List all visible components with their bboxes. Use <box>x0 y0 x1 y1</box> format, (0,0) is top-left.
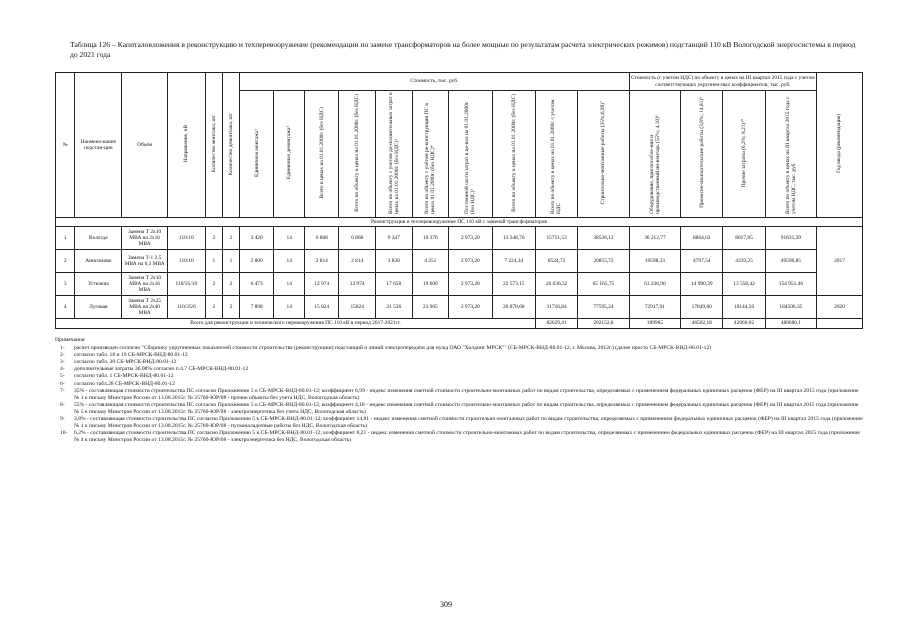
cell-year-group2: 2020 <box>817 296 863 319</box>
cell-volume: Замена Т 2х10 МВА на 2х16 МВА <box>122 273 168 296</box>
cell-voltage: 110/10 <box>168 250 206 273</box>
total-2015: 480680,1 <box>765 319 816 329</box>
cell-total-2015: 154 951,46 <box>765 273 816 296</box>
cell-qty-mount: 2 <box>205 296 222 319</box>
total-obj-vat: 82629,41 <box>535 319 577 329</box>
note-number: 5- <box>60 373 65 380</box>
total-other: 42060,02 <box>723 319 765 329</box>
note-text: 55% - составляющая стоимости строительства ПС согласно Приложению 5 к СБ-МРСК-ВНД-80.01-12, коэффициент 4,18 - индекс изменения сметной стоимости строительно-монтажных работ по видам строительства, определяемых с применением федеральных единичных расценок (ФЕР) на III квартал 2015 года (приложение № 5 к письму Минстроя России от 13.08.2015г. № 25760-ЮР/08 - электроэнергетика без учета НДС, Вологодская область) <box>74 401 859 415</box>
note-item <box>55 416 865 430</box>
note-text: дополнительные затраты 36,08% согласно п.4.7 СБ-МРСК-ВНД-80.01-12 <box>74 366 249 373</box>
section-title: Реконструкция и техперевооружение ПС 110 кВ с заменой трансформаторов <box>56 218 863 227</box>
cell-obj-vat: 31716,84 <box>535 296 577 319</box>
cell-design: 8864,63 <box>681 227 723 250</box>
cell-smr: 65 165,75 <box>578 273 629 296</box>
note-item <box>55 388 865 402</box>
header-qty-mount: Количество монтажа, шт <box>205 73 222 218</box>
cell-total-obj: 6 868 <box>339 227 376 250</box>
header-qty-dismount: Количество демонтажа, шт <box>222 73 239 218</box>
note-number: 7- <box>60 387 65 394</box>
notes-title: Примечания <box>55 337 85 343</box>
cell-total-2015: 184506,35 <box>765 296 816 319</box>
cell-total-obj: 15824 <box>339 296 376 319</box>
cell-voltage: 110/35/6 <box>168 296 206 319</box>
cell-equip: 61 236,90 <box>629 273 680 296</box>
cell-unit-mount: 2 800 <box>240 250 274 273</box>
note-number: 4- <box>60 366 65 373</box>
header-row-top <box>56 73 863 91</box>
total-design: 46502,18 <box>681 319 723 329</box>
page-number: 309 <box>440 600 452 609</box>
cell-unit-mount: 3 420 <box>240 227 274 250</box>
cell-qty-dismount: 2 <box>222 296 239 319</box>
header-unit-dismount: Единичная демонтажа² <box>274 91 305 218</box>
notes-section <box>55 337 865 444</box>
header-cost-group: Стоимость, тыс. руб. <box>240 73 630 91</box>
cell-smr: 77595,24 <box>578 296 629 319</box>
note-item <box>55 373 865 380</box>
cell-reconstr: 23 905 <box>412 296 449 319</box>
cell-unit-mount: 6 473 <box>240 273 274 296</box>
cell-total: 15 824 <box>305 296 339 319</box>
note-item <box>55 366 865 373</box>
header-other: Прочие затраты (6,2%; 8,21)¹⁰ <box>723 91 765 218</box>
cell-const-part: 2 973,20 <box>449 273 492 296</box>
cell-obj: 7 224,34 <box>492 250 535 273</box>
cell-const-part: 2 973,20 <box>449 227 492 250</box>
note-text: согласно табл. 18 и 19 СБ-МРСК-ВНД-80.01-12 <box>74 352 188 359</box>
cell-name: Устюжна <box>75 273 122 296</box>
cell-add: 9 347 <box>375 227 412 250</box>
cell-year-group1: 2017 <box>817 227 863 296</box>
cell-volume: Замена Т 2х10 МВА на 2х16 МВА <box>122 227 168 250</box>
header-name: Наимено-вание подстан-ции <box>75 73 122 218</box>
note-item <box>55 381 865 388</box>
total-label: Всего для реконструкции и технического перевооружения ПС 110 кВ в период 2017-2021гг. <box>56 319 536 329</box>
section-row <box>56 218 863 227</box>
cell-qty-dismount: 1 <box>222 250 239 273</box>
note-text: 35% - составляющая стоимости строительства ПС согласно Приложению 5 к СБ-МРСК-ВНД-80.01-12; коэффициент 6,99 - индекс изменения сметной стоимости строительно-монтажных работ по видам строительства, определяемых с применением федеральных единичных расценок (ФЕР) на III квартал 2015 года (приложение № 1 к письму Минстроя России от 13.08.2015г. № 25760-ЮР/08 - прочие объекты без учета НДС, Вологодская область) <box>74 387 859 401</box>
note-text: согласно табл.28 СБ-МРСК-ВНД-80.01-12 <box>74 380 175 387</box>
total-row <box>56 319 863 329</box>
cell-volume: Замена Т-1 2,5 МВА на 6,3 МВА <box>122 250 168 273</box>
header-const-part: Постоянной части затрат в це-нах на 01.01.2000г. (без НДС)⁵ <box>449 91 492 218</box>
cell-obj-vat: 26 636,32 <box>535 273 577 296</box>
cell-num: 4 <box>56 296 75 319</box>
total-smr: 202152,8 <box>578 319 629 329</box>
note-item <box>55 352 865 359</box>
capital-investment-table <box>55 72 863 329</box>
header-num: № <box>56 73 75 218</box>
header-smr: Строительно-монтажные работы (35%;6,99)⁷ <box>578 91 629 218</box>
cell-design: 14 990,39 <box>681 273 723 296</box>
cell-obj-vat: 8524,72 <box>535 250 577 273</box>
cell-num: 2 <box>56 250 75 273</box>
header-total-2000: Всего в ценах на 01.01.2000г. (без НДС) <box>305 91 339 218</box>
note-number: 6- <box>60 380 65 387</box>
cell-const-part: 2 973,20 <box>449 296 492 319</box>
header-equipment: Оборудование, приспособле-ния и производственный ин-вентарь (55%; 4,18)⁸ <box>629 91 680 218</box>
header-total-obj-2000b: Всего по объекту в ценах на 01.01.2000г. (без НДС) <box>492 91 535 218</box>
cell-name: Луговая <box>75 296 122 319</box>
header-volume: Объём <box>122 73 168 218</box>
cell-name: Анисимово <box>75 250 122 273</box>
note-text: расчет произведен согласно "Сборнику укрупненных показателей стоимости строительства (реконструкции) подстанций и линий электропередачи для нужд ОАО "Холдинг МРСК"" (СБ-МРСК-ВНД-80.01-12, г. Москва, 2012г.) (далее просто СБ-МРСК-ВНД-80.01-12) <box>74 345 712 352</box>
cell-total-2015: 91631,39 <box>765 227 816 250</box>
total-equip: 189965 <box>629 319 680 329</box>
cell-other: 8017,85 <box>723 227 765 250</box>
cell-total: 12 974 <box>305 273 339 296</box>
cell-total: 6 868 <box>305 227 339 250</box>
cell-reconstr: 10 376 <box>412 227 449 250</box>
note-item <box>55 402 865 416</box>
note-number: 8- <box>60 401 65 408</box>
note-number: 9- <box>60 416 65 423</box>
cell-other: 16144,50 <box>723 296 765 319</box>
header-design: Проектно-изыскательские работы (3,8%; 14,81)⁹ <box>681 91 723 218</box>
cell-volume: Замена Т 2х25 МВА на 2х40 МВА <box>122 296 168 319</box>
cell-unit-dismount: 14 <box>274 273 305 296</box>
cell-total: 2 814 <box>305 250 339 273</box>
cell-design: 17849,60 <box>681 296 723 319</box>
cell-name: Вологда <box>75 227 122 250</box>
cell-smr: 20855,72 <box>578 250 629 273</box>
header-total-obj-2000: Всего по объекту в ценах на 01.01.2000г. (без НДС) <box>339 91 376 218</box>
table-row <box>56 296 863 319</box>
note-number: 1- <box>60 345 65 352</box>
cell-qty-mount: 2 <box>205 273 222 296</box>
header-total-obj-vat: Всего по объекту в ценах на 01.01.2000г. с учетом НДС <box>535 91 577 218</box>
cell-const-part: 2 973,20 <box>449 250 492 273</box>
note-text: 3,8% - составляющая стоимости строительства ПС согласно Приложению 5 к СБ-МРСК-ВНД-80.01-12; коэффициент 14,81 - индекс изменения сметной стоимости строительно-монтажных работ по видам строительства, определяемых с применением федеральных единичных расценок (ФЕР) на III квартал 2015 года (приложение № 1 к письму Минстроя России от 13.08.2015г. № 25760-ЮР/08 - пусконаладочные работы без НДС, Вологодская область) <box>74 416 863 430</box>
cell-qty-dismount: 2 <box>222 273 239 296</box>
header-total-reconstr: Всего по объекту с учётом ре-конструкции ПС в ценах 01.01.2000г. (без НДС)⁴ <box>412 91 449 218</box>
table-row <box>56 273 863 296</box>
cell-other: 4339,25 <box>723 250 765 273</box>
cell-unit-dismount: 14 <box>274 250 305 273</box>
cell-unit-mount: 7 898 <box>240 296 274 319</box>
cell-unit-dismount: 14 <box>274 296 305 319</box>
cell-num: 3 <box>56 273 75 296</box>
cell-qty-mount: 1 <box>205 250 222 273</box>
cell-num: 1 <box>56 227 75 250</box>
header-total-2015: Всего по объекту в ценах на III квартал 2015 года с учетом НДС, тыс. руб. <box>765 91 816 218</box>
cell-total-obj: 12 974 <box>339 273 376 296</box>
note-item <box>55 430 865 444</box>
cell-add: 21 536 <box>375 296 412 319</box>
header-year: Год ввода (рекомендация) <box>817 73 863 218</box>
header-unit-mount: Единичная монтажа¹ <box>240 91 274 218</box>
header-cost-vat-group: Стоимость (с учетом НДС) по объекту в ценах на III квартал 2015 года с учетом соответствующих укрупнен-ных коэффициентов, тыс. руб. <box>629 73 816 91</box>
note-text: согласно табл. 30 СБ-МРСК-ВНД-80.01-12 <box>74 359 177 366</box>
cell-design: 4797,54 <box>681 250 723 273</box>
cell-reconstr: 19 600 <box>412 273 449 296</box>
table-row <box>56 227 863 250</box>
note-text: согласно табл. 1 СБ-МРСК-ВНД-80.01-12 <box>74 373 174 380</box>
note-item <box>55 359 865 366</box>
note-number: 10- <box>60 430 68 437</box>
note-text: 6,2% - составляющая стоимости строительства ПС согласно Приложению 5 к СБ-МРСК-ВНД-80.01-12; коэффициент 8,21 - индекс изменения сметной стоимости строительно-монтажных работ по видам строительства, определяемых с применением федеральных единичных расценок (ФЕР) на III квартал 2015 года (приложение № 4 к письму Минстроя России от 13.08.2015г. № 25760-ЮР/08 - электроэнергетика без НДС, Вологодская область) <box>74 430 860 444</box>
note-number: 2- <box>60 352 65 359</box>
cell-equip: 36 212,77 <box>629 227 680 250</box>
cell-add: 17 658 <box>375 273 412 296</box>
cell-add: 3 830 <box>375 250 412 273</box>
cell-obj-vat: 15751,53 <box>535 227 577 250</box>
cell-reconstr: 4 251 <box>412 250 449 273</box>
cell-total-2015: 49590,85 <box>765 250 816 273</box>
cell-obj: 22 573,15 <box>492 273 535 296</box>
total-year-empty <box>817 319 863 329</box>
cell-smr: 38536,12 <box>578 227 629 250</box>
cell-obj: 13 348,76 <box>492 227 535 250</box>
cell-equip: 72917,01 <box>629 296 680 319</box>
cell-total-obj: 2 814 <box>339 250 376 273</box>
table-row <box>56 250 863 273</box>
cell-other: 13 558,42 <box>723 273 765 296</box>
cell-qty-mount: 2 <box>205 227 222 250</box>
cell-obj: 26 878,68 <box>492 296 535 319</box>
cell-equip: 19598,33 <box>629 250 680 273</box>
cell-qty-dismount: 2 <box>222 227 239 250</box>
cell-voltage: 110/10 <box>168 227 206 250</box>
header-total-add: Всего по объекту с учетом до-полнительных затрат в ценах на 01.01.2000г. (без НДС)³ <box>375 91 412 218</box>
cell-voltage: 110/35/10 <box>168 273 206 296</box>
note-number: 3- <box>60 359 65 366</box>
cell-unit-dismount: 14 <box>274 227 305 250</box>
table-caption: Таблица 126 – Капиталовложения в реконструкцию и техперевооружение (рекомендации по замене трансформаторов на более мощные по результатам расчета электрических режимов) подстанций 110 кВ Вологодской энергосистемы в период до 2021 года <box>70 40 856 59</box>
header-voltage: Напряжение, кВ <box>168 73 206 218</box>
